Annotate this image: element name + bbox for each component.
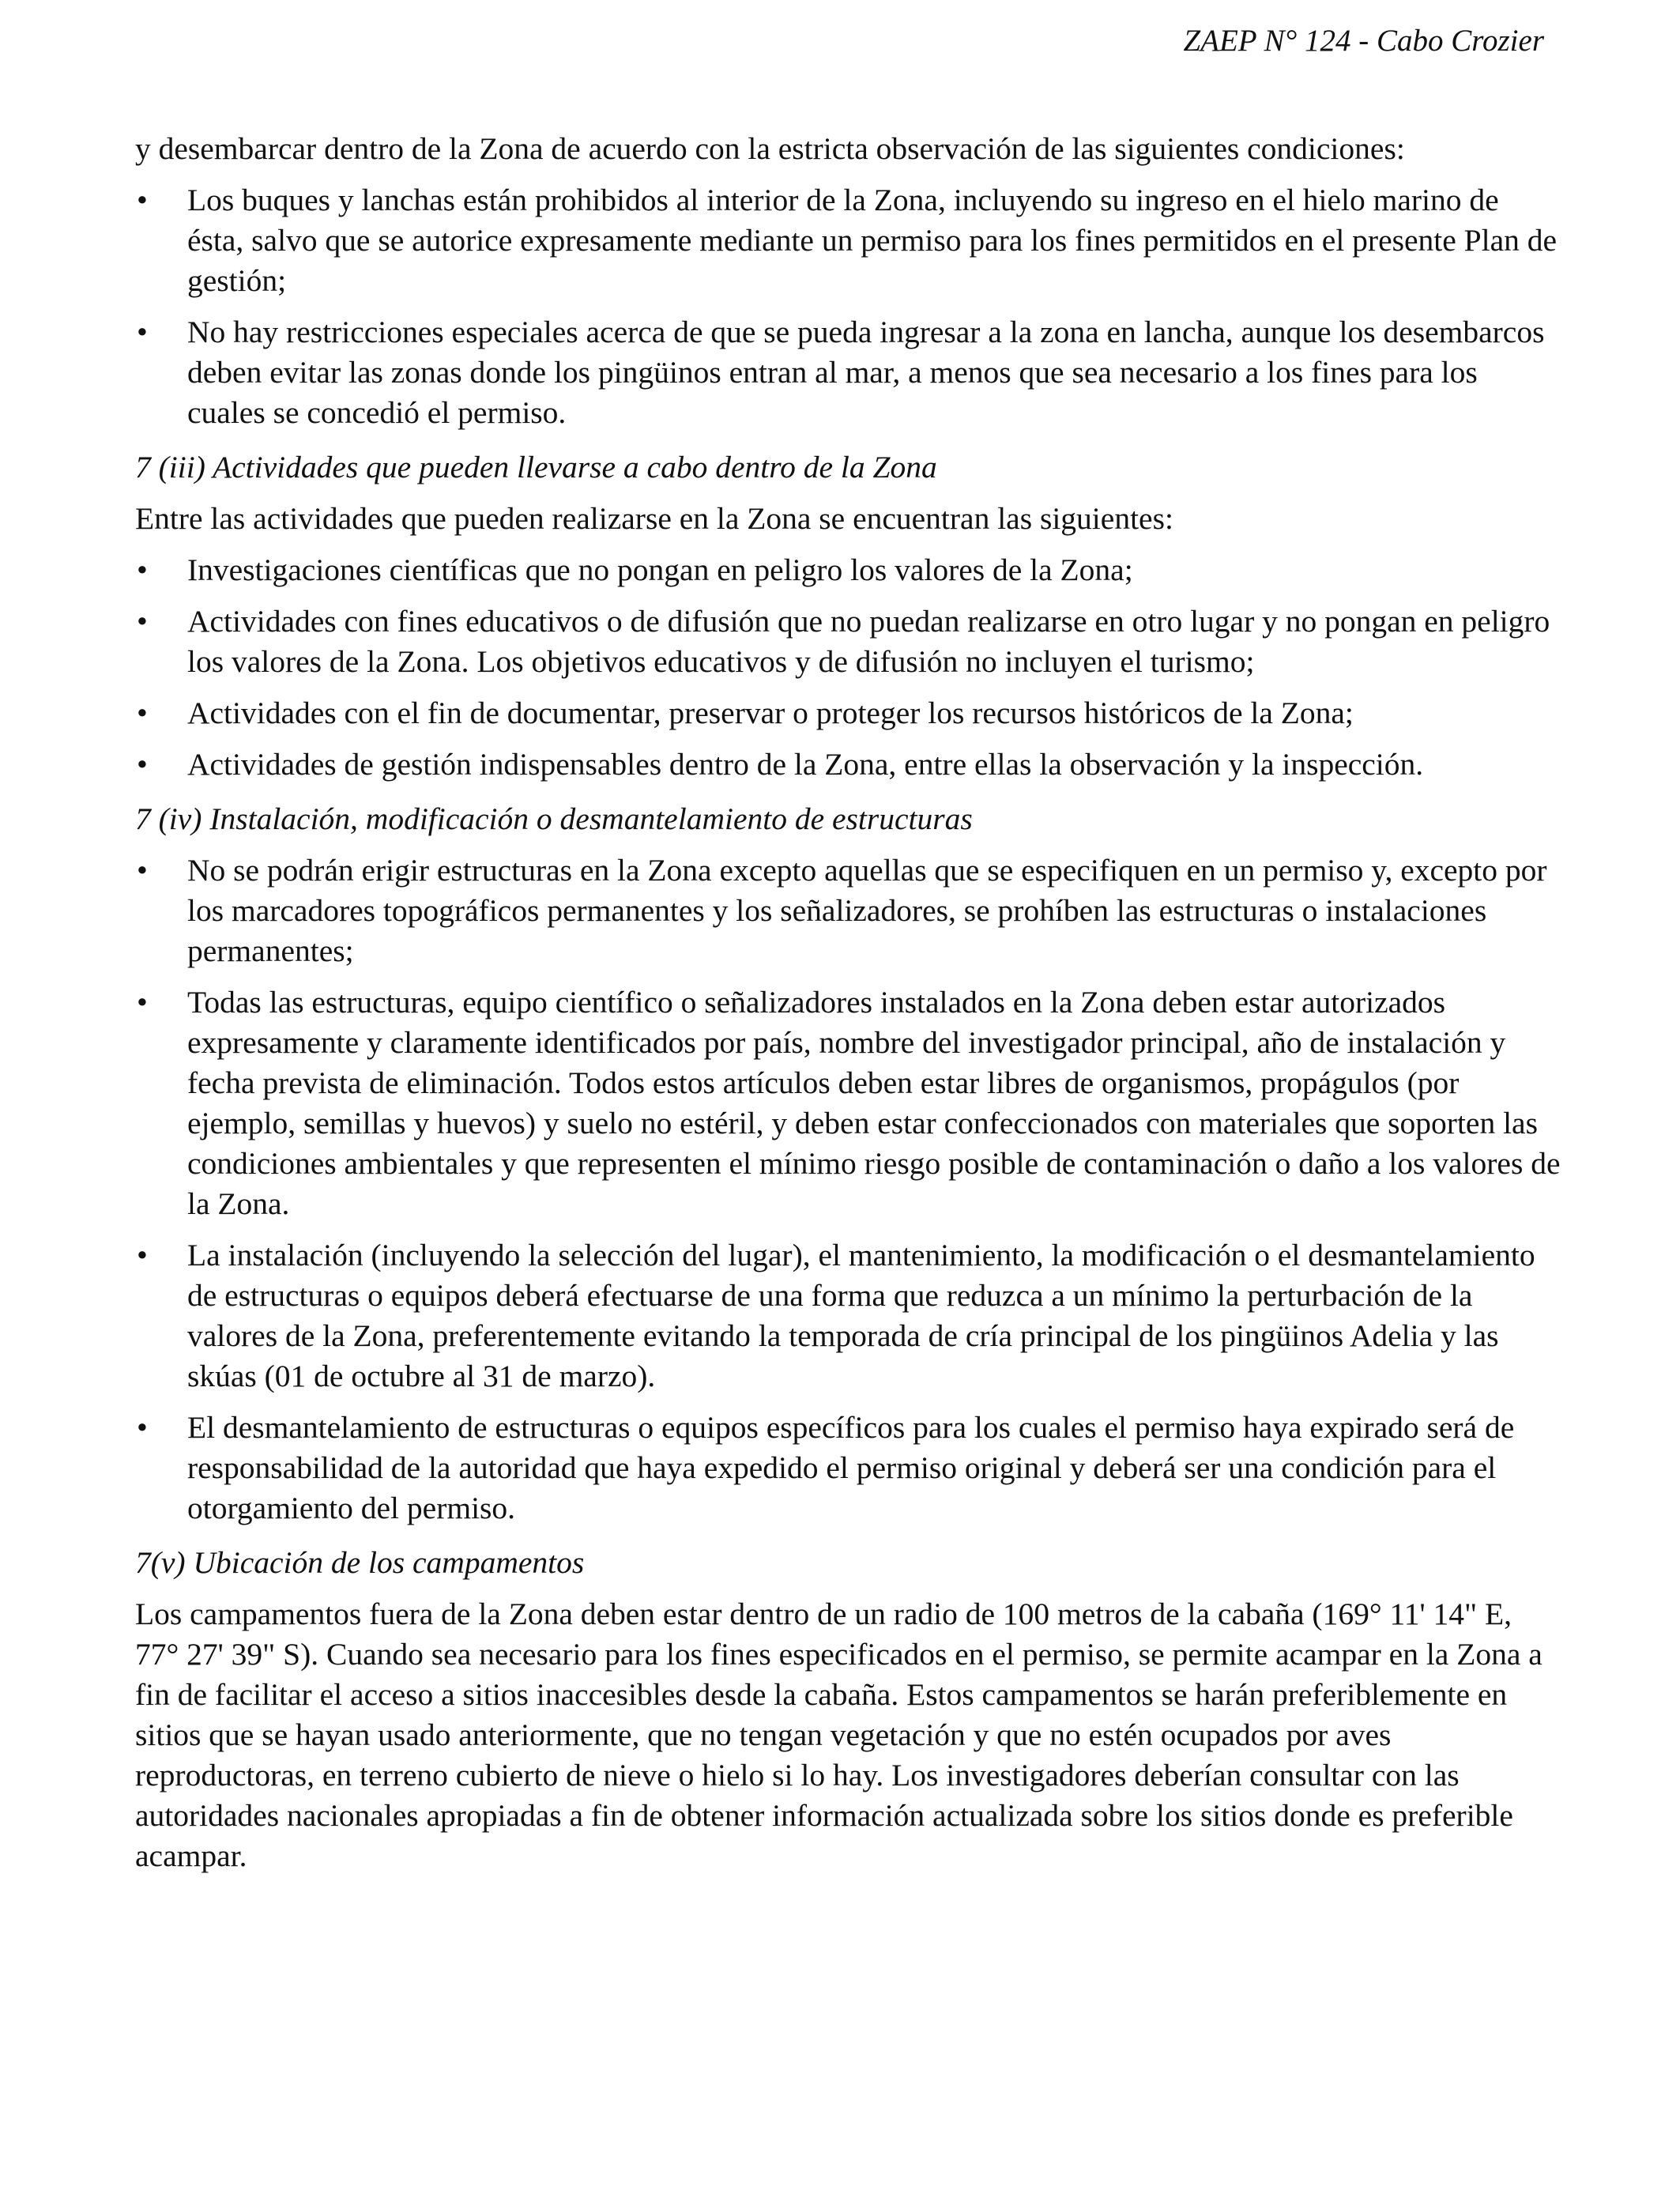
list-item	[135, 601, 1561, 682]
section-v-paragraph: Los campamentos fuera de la Zona deben estar dentro de un radio de 100 metros de la cabaña (169° 11' 14" E, 77° 27' 39" S). Cuando sea necesario para los fines especificados en el permiso, se permite acampar en la Zona a fin de facilitar el acceso a sitios inaccesibles desde la cabaña. Estos campamentos se harán preferiblemente en sitios que se hayan usado anteriormente, que no tengan vegetación y que no estén ocupados por aves reproductoras, en terreno cubierto de nieve o hielo si lo hay. Los investigadores deberían consultar con las autoridades nacionales apropiadas a fin de obtener información actualizada sobre los sitios donde es preferible acampar.	[135, 1596, 1543, 1873]
list-item-text: No hay restricciones especiales acerca de que se pueda ingresar a la zona en lancha, aunque los desembarcos deben evitar las zonas donde los pingüinos entran al mar, a menos que sea necesario a los fines para los cuales se concedió el permiso.	[187, 315, 1545, 430]
bullet-icon: •	[137, 985, 148, 1020]
list-item	[135, 982, 1561, 1224]
list-item-text: Actividades de gestión indispensables dentro de la Zona, entre ellas la observación y la inspección.	[187, 747, 1424, 782]
list-item	[135, 1235, 1561, 1397]
bullet-icon: •	[137, 1410, 148, 1445]
list-item	[135, 312, 1561, 433]
section-iii-intro: Entre las actividades que pueden realizarse en la Zona se encuentran las siguientes:	[135, 501, 1173, 536]
list-item-text: Actividades con el fin de documentar, preservar o proteger los recursos históricos de la Zona;	[187, 696, 1354, 730]
section-heading-iii: 7 (iii) Actividades que pueden llevarse a cabo dentro de la Zona	[135, 450, 937, 484]
bullet-icon: •	[137, 604, 148, 639]
bullet-icon: •	[137, 747, 148, 782]
list-item	[135, 180, 1561, 301]
list-item	[135, 745, 1561, 785]
list-item	[135, 850, 1561, 971]
list-item-text: Los buques y lanchas están prohibidos al interior de la Zona, incluyendo su ingreso en el hielo marino de ésta, salvo que se autorice expresamente mediante un permiso para los fines permitidos en el presente Plan de gestión;	[187, 183, 1558, 298]
list-item-text: Investigaciones científicas que no pongan en peligro los valores de la Zona;	[187, 552, 1133, 587]
section-heading-v: 7(v) Ubicación de los campamentos	[135, 1545, 585, 1580]
list-item-text: Todas las estructuras, equipo científico o señalizadores instalados en la Zona deben estar autorizados expresamente y claramente identificados por país, nombre del investigador principal, año de instalación y fecha prevista de eliminación. Todos estos artículos deben estar libres de organismos, propágulos (por ejemplo, semillas y huevos) y suelo no estéril, y deben estar confeccionados con materiales que soporten las condiciones ambientales y que representen el mínimo riesgo posible de contaminación o daño a los valores de la Zona.	[187, 985, 1561, 1221]
section-iv-bullet-list	[135, 850, 1561, 1529]
list-item	[135, 550, 1561, 590]
list-item	[135, 1408, 1561, 1529]
bullet-icon: •	[137, 696, 148, 730]
section-iii-bullet-list	[135, 550, 1561, 785]
section-heading-iv: 7 (iv) Instalación, modificación o desmantelamiento de estructuras	[135, 801, 973, 836]
bullet-icon: •	[137, 552, 148, 587]
list-item-text: No se podrán erigir estructuras en la Zona excepto aquellas que se especifiquen en un permiso y, excepto por los marcadores topográficos permanentes y los señalizadores, se prohíben las estructuras o instalaciones permanentes;	[187, 853, 1547, 968]
list-item	[135, 693, 1561, 733]
bullet-icon: •	[137, 183, 148, 217]
bullet-icon: •	[137, 853, 148, 888]
intro-bullet-list	[135, 180, 1561, 433]
bullet-icon: •	[137, 315, 148, 349]
intro-paragraph: y desembarcar dentro de la Zona de acuerdo con la estricta observación de las siguientes condiciones:	[135, 131, 1405, 166]
bullet-icon: •	[137, 1238, 148, 1272]
list-item-text: La instalación (incluyendo la selección del lugar), el mantenimiento, la modificación o el desmantelamiento de estructuras o equipos deberá efectuarse de una forma que reduzca a un mínimo la perturbación de la valores de la Zona, preferentemente evitando la temporada de cría principal de los pingüinos Adelia y las skúas (01 de octubre al 31 de marzo).	[187, 1238, 1535, 1393]
list-item-text: El desmantelamiento de estructuras o equipos específicos para los cuales el permiso haya expirado será de responsabilidad de la autoridad que haya expedido el permiso original y deberá ser una condición para el otorgamiento del permiso.	[187, 1410, 1515, 1525]
running-header: ZAEP N° 124 - Cabo Crozier	[1183, 24, 1544, 58]
document-body	[135, 129, 1561, 1887]
list-item-text: Actividades con fines educativos o de difusión que no puedan realizarse en otro lugar y no pongan en peligro los valores de la Zona. Los objetivos educativos y de difusión no incluyen el turismo;	[187, 604, 1550, 679]
